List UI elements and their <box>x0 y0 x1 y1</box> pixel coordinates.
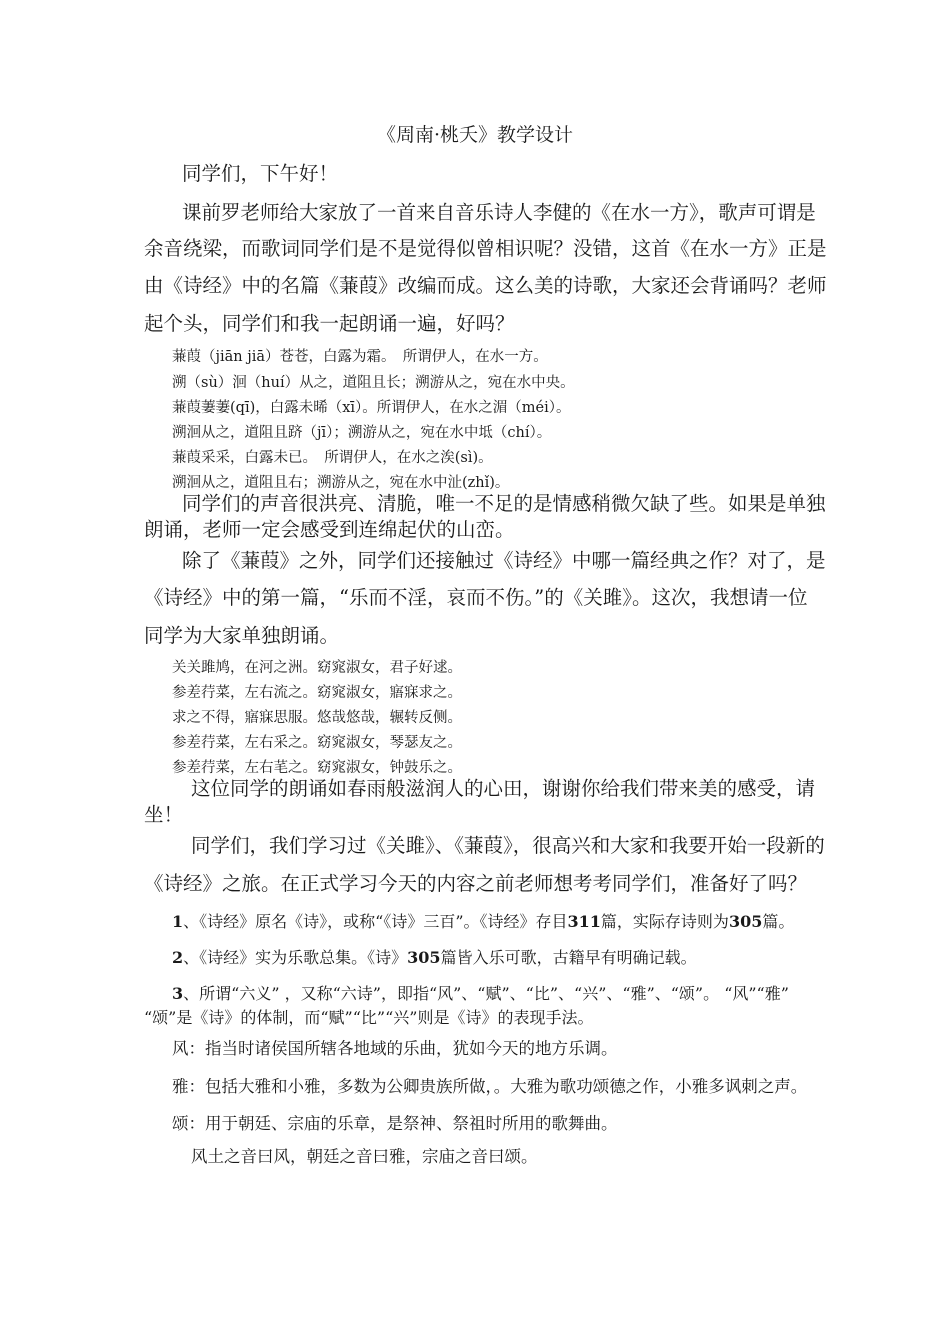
definition-ya: 雅：包括大雅和小雅，多数为公卿贵族所做，。大雅为歌功颂德之作，小雅多讽刺之声。 <box>172 1077 808 1096</box>
quiz-item-number: 2 <box>172 948 184 967</box>
definition-song: 颂：用于朝廷、宗庙的乐章，是祭神、祭祖时所用的歌舞曲。 <box>172 1114 618 1133</box>
quiz-item-2 <box>172 945 697 968</box>
para1-line3: 由《诗经》中的名篇《蒹葭》改编而成。这么美的诗歌，大家还会背诵吗？老师 <box>144 274 827 297</box>
poem-guanju-line2: 参差荇菜，左右流之。窈窕淑女，寤寐求之。 <box>172 685 462 701</box>
quiz-item-3-line2: “颂”是《诗》的体制，而“赋”“比”“兴”则是《诗》的表现手法。 <box>144 1008 594 1027</box>
poem-jianjia-line1: 蒹葭（jiān jiā）苍苍，白露为霜。 所谓伊人，在水一方。 <box>172 349 548 365</box>
poem-guanju-line4: 参差荇菜，左右采之。窈窕淑女，琴瑟友之。 <box>172 735 462 751</box>
document-title: 《周南·桃夭》教学设计 <box>376 124 574 146</box>
quiz-item-text: 、《诗经》原名《诗》，或称“《诗》三百”。《诗经》存目 <box>183 912 568 931</box>
quiz-number-value: 311 <box>567 912 601 931</box>
para5-line1: 同学们，我们学习过《关雎》、《蒹葭》，很高兴和大家和我要开始一段新的 <box>191 834 825 857</box>
para1-line2: 余音绕梁，而歌词同学们是不是觉得似曾相识呢？没错，这首《在水一方》正是 <box>144 237 827 260</box>
quiz-item-text: 、所谓“六义” ，又称“六诗”，即指“风”、“赋”、“比”、“兴”、“雅”、“颂”。 “风”“雅” <box>183 984 789 1003</box>
greeting: 同学们，下午好！ <box>182 162 339 185</box>
para5-line2: 《诗经》之旅。在正式学习今天的内容之前老师想考考同学们，准备好了吗？ <box>144 872 808 895</box>
poem-jianjia-line6: 溯洄从之，道阻且右；溯游从之，宛在水中沚(zhǐ)。 <box>172 475 510 491</box>
poem-jianjia-line5: 蒹葭采采，白露未已。 所谓伊人，在水之涘(sì)。 <box>172 450 493 466</box>
poem-jianjia-line4: 溯洄从之，道阻且跻（jī）；溯游从之，宛在水中坻（chí）。 <box>172 425 552 441</box>
summary-line: 风土之音曰风，朝廷之音曰雅，宗庙之音曰颂。 <box>191 1147 538 1166</box>
para3-line2: 《诗经》中的第一篇，“乐而不淫，哀而不伤。”的《关雎》。这次，我想请一位 <box>144 586 808 609</box>
quiz-number-value: 305 <box>407 948 441 967</box>
poem-jianjia-line3: 蒹葭萋萋(qī)，白露未晞（xī）。所谓伊人，在水之湄（méi）。 <box>172 400 571 416</box>
para2-line1: 同学们的声音很洪亮、清脆，唯一不足的是情感稍微欠缺了些。如果是单独 <box>182 492 826 515</box>
quiz-item-number: 1 <box>172 912 184 931</box>
quiz-item-number: 3 <box>172 984 184 1003</box>
para4-line1: 这位同学的朗诵如春雨般滋润人的心田，谢谢你给我们带来美的感受，请 <box>191 777 816 800</box>
para4-line2: 坐！ <box>144 803 184 826</box>
para2-line2: 朗诵，老师一定会感受到连绵起伏的山峦。 <box>144 518 515 541</box>
para1-line4: 起个头，同学们和我一起朗诵一遍，好吗？ <box>144 312 515 335</box>
para3-line1: 除了《蒹葭》之外，同学们还接触过《诗经》中哪一篇经典之作？对了，是 <box>182 549 826 572</box>
poem-guanju-line5: 参差荇菜，左右芼之。窈窕淑女，钟鼓乐之。 <box>172 760 462 776</box>
definition-feng: 风：指当时诸侯国所辖各地域的乐曲，犹如今天的地方乐调。 <box>172 1039 618 1058</box>
quiz-item-1 <box>172 909 794 932</box>
quiz-item-text: 篇。 <box>762 912 795 931</box>
quiz-number-value: 305 <box>728 912 763 931</box>
quiz-item-text: 篇，实际存诗则为 <box>600 912 729 931</box>
quiz-item-text: 、《诗经》实为乐歌总集。《诗》 <box>183 948 408 967</box>
poem-guanju-line3: 求之不得，寤寐思服。悠哉悠哉，辗转反侧。 <box>172 710 462 726</box>
poem-jianjia-line2: 溯（sù）洄（huí）从之，道阻且长；溯游从之，宛在水中央。 <box>172 375 575 391</box>
poem-guanju-line1: 关关雎鸠，在河之洲。窈窕淑女，君子好逑。 <box>172 660 462 676</box>
para3-line3: 同学为大家单独朗诵。 <box>144 624 340 647</box>
quiz-item-3 <box>172 981 789 1004</box>
quiz-item-text: 篇皆入乐可歌，古籍早有明确记载。 <box>440 948 697 967</box>
para1-line1: 课前罗老师给大家放了一首来自音乐诗人李健的《在水一方》，歌声可谓是 <box>182 201 816 224</box>
